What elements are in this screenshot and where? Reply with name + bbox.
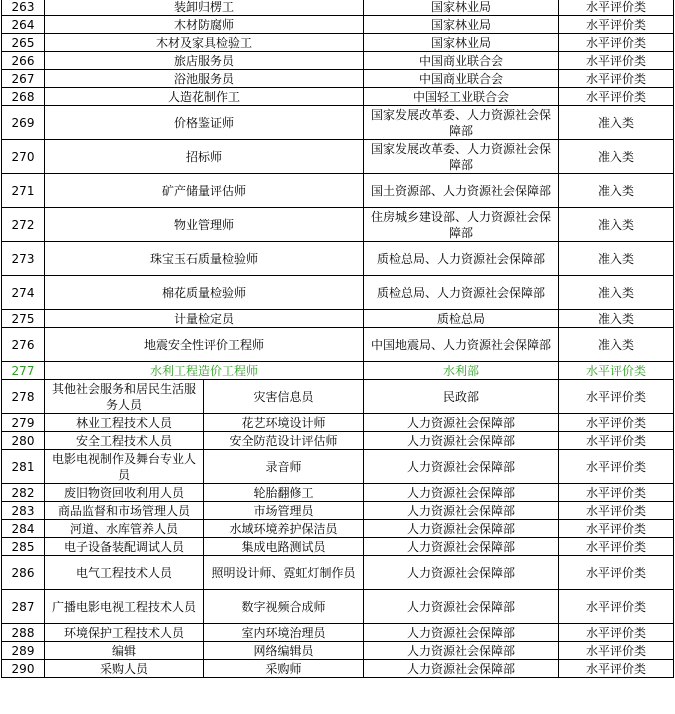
occupation-name-cell: 照明设计师、霓虹灯制作员 <box>204 556 364 590</box>
row-number-cell: 284 <box>2 520 45 538</box>
category-cell: 水平评价类 <box>559 362 674 380</box>
department-cell: 人力资源社会保障部 <box>364 502 559 520</box>
department-cell: 人力资源社会保障部 <box>364 520 559 538</box>
occupation-name-cell: 矿产储量评估师 <box>45 174 364 208</box>
table-row <box>2 380 674 414</box>
row-number-cell: 288 <box>2 624 45 642</box>
table-row <box>2 362 674 380</box>
category-cell: 准入类 <box>559 140 674 174</box>
occupation-name-cell: 招标师 <box>45 140 364 174</box>
department-cell: 人力资源社会保障部 <box>364 538 559 556</box>
category-cell: 水平评价类 <box>559 520 674 538</box>
occupation-group-cell: 电子设备装配调试人员 <box>45 538 204 556</box>
table-row <box>2 624 674 642</box>
occupation-group-cell: 商品监督和市场管理人员 <box>45 502 204 520</box>
table-row <box>2 242 674 276</box>
department-cell: 人力资源社会保障部 <box>364 624 559 642</box>
category-cell: 准入类 <box>559 276 674 310</box>
row-number-cell: 286 <box>2 556 45 590</box>
department-cell: 人力资源社会保障部 <box>364 556 559 590</box>
table-row <box>2 34 674 52</box>
department-cell: 中国商业联合会 <box>364 70 559 88</box>
occupation-name-cell: 市场管理员 <box>204 502 364 520</box>
department-cell: 人力资源社会保障部 <box>364 414 559 432</box>
table-row <box>2 16 674 34</box>
row-number-cell: 264 <box>2 16 45 34</box>
row-number-cell: 265 <box>2 34 45 52</box>
department-cell: 国土资源部、人力资源社会保障部 <box>364 174 559 208</box>
category-cell: 水平评价类 <box>559 660 674 678</box>
department-cell: 国家林业局 <box>364 0 559 16</box>
department-cell: 国家林业局 <box>364 34 559 52</box>
category-cell: 水平评价类 <box>559 624 674 642</box>
occupation-group-cell: 废旧物资回收利用人员 <box>45 484 204 502</box>
category-cell: 水平评价类 <box>559 590 674 624</box>
category-cell: 水平评价类 <box>559 538 674 556</box>
row-number-cell: 280 <box>2 432 45 450</box>
occupation-group-cell: 安全工程技术人员 <box>45 432 204 450</box>
table-row <box>2 328 674 362</box>
occupation-group-cell: 电气工程技术人员 <box>45 556 204 590</box>
category-cell: 准入类 <box>559 328 674 362</box>
category-cell: 准入类 <box>559 208 674 242</box>
department-cell: 国家林业局 <box>364 16 559 34</box>
occupation-name-cell: 花艺环境设计师 <box>204 414 364 432</box>
category-cell: 水平评价类 <box>559 432 674 450</box>
occupation-name-cell: 安全防范设计评估师 <box>204 432 364 450</box>
occupation-name-cell: 浴池服务员 <box>45 70 364 88</box>
occupation-group-cell: 河道、水库管养人员 <box>45 520 204 538</box>
category-cell: 水平评价类 <box>559 34 674 52</box>
department-cell: 中国地震局、人力资源社会保障部 <box>364 328 559 362</box>
category-cell: 水平评价类 <box>559 70 674 88</box>
row-number-cell: 290 <box>2 660 45 678</box>
table-row <box>2 208 674 242</box>
occupation-name-cell: 室内环境治理员 <box>204 624 364 642</box>
department-cell: 人力资源社会保障部 <box>364 590 559 624</box>
table-row <box>2 174 674 208</box>
table-row <box>2 0 674 16</box>
category-cell: 水平评价类 <box>559 642 674 660</box>
category-cell: 水平评价类 <box>559 502 674 520</box>
occupation-name-cell: 网络编辑员 <box>204 642 364 660</box>
row-number-cell: 274 <box>2 276 45 310</box>
row-number-cell: 272 <box>2 208 45 242</box>
table-row <box>2 502 674 520</box>
occupation-group-cell: 编辑 <box>45 642 204 660</box>
department-cell: 国家发展改革委、人力资源社会保障部 <box>364 140 559 174</box>
table-row <box>2 310 674 328</box>
category-cell: 水平评价类 <box>559 52 674 70</box>
department-cell: 人力资源社会保障部 <box>364 450 559 484</box>
table-row <box>2 538 674 556</box>
occupation-group-cell: 电影电视制作及舞台专业人员 <box>45 450 204 484</box>
table-row <box>2 88 674 106</box>
table-row <box>2 414 674 432</box>
row-number-cell: 267 <box>2 70 45 88</box>
occupation-name-cell: 地震安全性评价工程师 <box>45 328 364 362</box>
row-number-cell: 273 <box>2 242 45 276</box>
department-cell: 人力资源社会保障部 <box>364 660 559 678</box>
occupation-name-cell: 计量检定员 <box>45 310 364 328</box>
occupation-group-cell: 采购人员 <box>45 660 204 678</box>
department-cell: 质检总局、人力资源社会保障部 <box>364 242 559 276</box>
department-cell: 中国商业联合会 <box>364 52 559 70</box>
category-cell: 准入类 <box>559 174 674 208</box>
table-row <box>2 106 674 140</box>
table-row <box>2 432 674 450</box>
table-row <box>2 642 674 660</box>
row-number-cell: 263 <box>2 0 45 16</box>
category-cell: 水平评价类 <box>559 484 674 502</box>
table-row <box>2 70 674 88</box>
category-cell: 准入类 <box>559 310 674 328</box>
category-cell: 水平评价类 <box>559 450 674 484</box>
row-number-cell: 278 <box>2 380 45 414</box>
occupation-name-cell: 木材防腐师 <box>45 16 364 34</box>
row-number-cell: 281 <box>2 450 45 484</box>
row-number-cell: 289 <box>2 642 45 660</box>
row-number-cell: 275 <box>2 310 45 328</box>
category-cell: 水平评价类 <box>559 16 674 34</box>
row-number-cell: 276 <box>2 328 45 362</box>
occupation-name-cell: 物业管理师 <box>45 208 364 242</box>
table-body <box>2 0 674 678</box>
row-number-cell: 266 <box>2 52 45 70</box>
row-number-cell: 283 <box>2 502 45 520</box>
department-cell: 人力资源社会保障部 <box>364 642 559 660</box>
occupation-group-cell: 环境保护工程技术人员 <box>45 624 204 642</box>
category-cell: 水平评价类 <box>559 0 674 16</box>
table-row <box>2 276 674 310</box>
category-cell: 水平评价类 <box>559 380 674 414</box>
occupation-name-cell: 水利工程造价工程师 <box>45 362 364 380</box>
department-cell: 住房城乡建设部、人力资源社会保障部 <box>364 208 559 242</box>
category-cell: 水平评价类 <box>559 414 674 432</box>
department-cell: 国家发展改革委、人力资源社会保障部 <box>364 106 559 140</box>
department-cell: 质检总局 <box>364 310 559 328</box>
occupation-name-cell: 灾害信息员 <box>204 380 364 414</box>
department-cell: 民政部 <box>364 380 559 414</box>
occupation-table <box>1 0 674 678</box>
occupation-name-cell: 装卸归楞工 <box>45 0 364 16</box>
occupation-group-cell: 广播电影电视工程技术人员 <box>45 590 204 624</box>
category-cell: 水平评价类 <box>559 88 674 106</box>
row-number-cell: 287 <box>2 590 45 624</box>
occupation-name-cell: 旅店服务员 <box>45 52 364 70</box>
table-row <box>2 520 674 538</box>
table-row <box>2 52 674 70</box>
row-number-cell: 279 <box>2 414 45 432</box>
table-row <box>2 590 674 624</box>
occupation-group-cell: 林业工程技术人员 <box>45 414 204 432</box>
row-number-cell: 277 <box>2 362 45 380</box>
department-cell: 中国轻工业联合会 <box>364 88 559 106</box>
department-cell: 水利部 <box>364 362 559 380</box>
table-row <box>2 140 674 174</box>
row-number-cell: 269 <box>2 106 45 140</box>
occupation-name-cell: 数字视频合成师 <box>204 590 364 624</box>
row-number-cell: 270 <box>2 140 45 174</box>
occupation-group-cell: 其他社会服务和居民生活服务人员 <box>45 380 204 414</box>
occupation-name-cell: 价格鉴证师 <box>45 106 364 140</box>
department-cell: 人力资源社会保障部 <box>364 432 559 450</box>
category-cell: 准入类 <box>559 106 674 140</box>
occupation-name-cell: 棉花质量检验师 <box>45 276 364 310</box>
occupation-name-cell: 集成电路测试员 <box>204 538 364 556</box>
occupation-name-cell: 轮胎翻修工 <box>204 484 364 502</box>
row-number-cell: 268 <box>2 88 45 106</box>
table-row <box>2 660 674 678</box>
occupation-name-cell: 木材及家具检验工 <box>45 34 364 52</box>
occupation-name-cell: 水域环境养护保洁员 <box>204 520 364 538</box>
table-row <box>2 450 674 484</box>
table-row <box>2 556 674 590</box>
occupation-name-cell: 录音师 <box>204 450 364 484</box>
department-cell: 质检总局、人力资源社会保障部 <box>364 276 559 310</box>
occupation-name-cell: 人造花制作工 <box>45 88 364 106</box>
row-number-cell: 282 <box>2 484 45 502</box>
occupation-name-cell: 珠宝玉石质量检验师 <box>45 242 364 276</box>
table-row <box>2 484 674 502</box>
category-cell: 水平评价类 <box>559 556 674 590</box>
occupation-name-cell: 采购师 <box>204 660 364 678</box>
category-cell: 准入类 <box>559 242 674 276</box>
row-number-cell: 285 <box>2 538 45 556</box>
department-cell: 人力资源社会保障部 <box>364 484 559 502</box>
row-number-cell: 271 <box>2 174 45 208</box>
